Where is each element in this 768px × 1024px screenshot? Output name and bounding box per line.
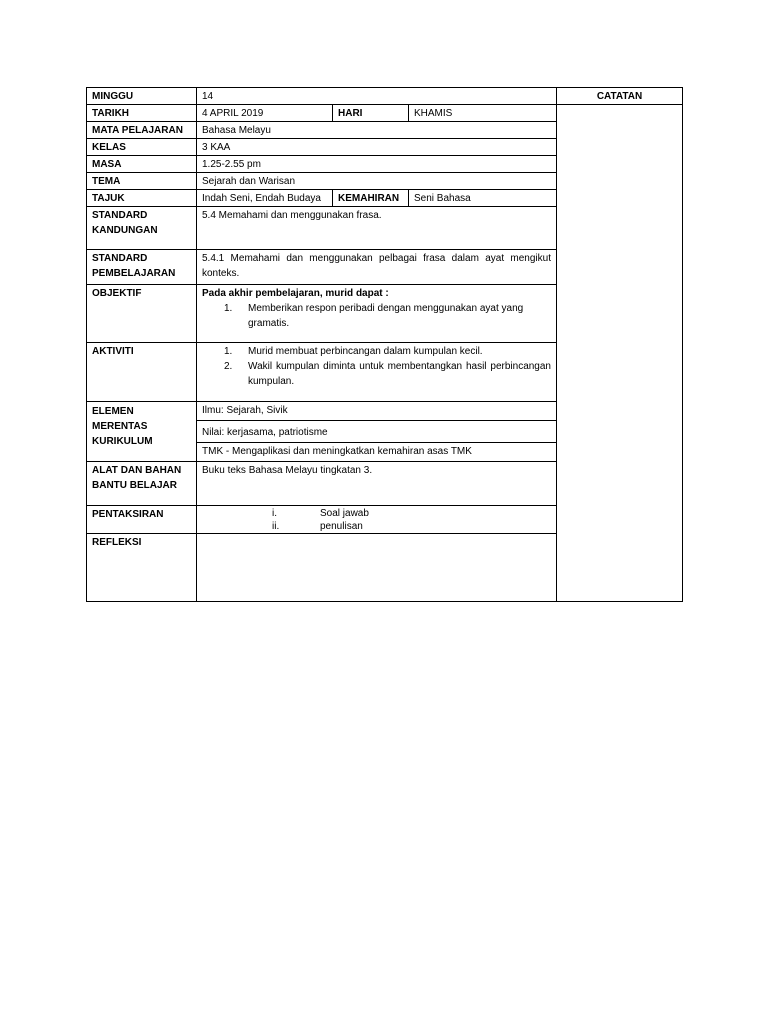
label-mata-pelajaran: MATA PELAJARAN (87, 122, 197, 139)
label-line: KANDUNGAN (92, 225, 158, 236)
label-tarikh: TARIKH (87, 105, 197, 122)
value-pentaksiran (197, 506, 557, 534)
label-refleksi: REFLEKSI (87, 534, 197, 602)
elemen-tmk: TMK - Mengaplikasi dan meningkatkan kemahiran asas TMK (202, 446, 472, 457)
label-line: STANDARD (92, 210, 148, 221)
value-elemen (197, 402, 557, 462)
catatan-notes-cell (557, 105, 683, 602)
value-kemahiran: Seni Bahasa (409, 190, 557, 207)
lesson-plan-sheet (86, 87, 682, 595)
label-aktiviti: AKTIVITI (87, 343, 197, 402)
value-alat: Buku teks Bahasa Melayu tingkatan 3. (197, 462, 557, 506)
list-number: i. (272, 508, 277, 519)
value-objektif (197, 285, 557, 343)
label-standard-kandungan (87, 207, 197, 250)
label-masa: MASA (87, 156, 197, 173)
label-catatan: CATATAN (557, 88, 683, 105)
label-line: PEMBELAJARAN (92, 268, 176, 279)
label-kelas: KELAS (87, 139, 197, 156)
list-item (202, 507, 551, 520)
label-line: ELEMEN (92, 406, 134, 417)
row-minggu (87, 88, 683, 105)
value-tarikh: 4 APRIL 2019 (197, 105, 333, 122)
value-hari: KHAMIS (409, 105, 557, 122)
label-minggu: MINGGU (87, 88, 197, 105)
label-line: STANDARD (92, 253, 148, 264)
label-tema: TEMA (87, 173, 197, 190)
value-mata-pelajaran: Bahasa Melayu (197, 122, 557, 139)
label-line: BANTU BELAJAR (92, 480, 177, 491)
list-text: Wakil kumpulan diminta untuk membentangkan hasil perbincangan kumpulan. (248, 361, 551, 387)
label-standard-pembelajaran (87, 250, 197, 285)
label-alat (87, 462, 197, 506)
list-text: Soal jawab (320, 508, 369, 519)
label-line: ALAT DAN BAHAN (92, 465, 182, 476)
list-number: 1. (224, 346, 233, 357)
label-tajuk: TAJUK (87, 190, 197, 207)
value-minggu: 14 (197, 88, 557, 105)
label-elemen (87, 402, 197, 462)
label-line: KURIKULUM (92, 436, 153, 447)
list-item (202, 301, 551, 331)
elemen-ilmu: Ilmu: Sejarah, Sivik (197, 402, 556, 421)
value-refleksi (197, 534, 557, 602)
list-item (202, 520, 551, 533)
lesson-plan-table (86, 87, 683, 602)
value-standard-pembelajaran: 5.4.1 Memahami dan menggunakan pelbagai frasa dalam ayat mengikut konteks. (197, 250, 557, 285)
value-tajuk: Indah Seni, Endah Budaya (197, 190, 333, 207)
value-kelas: 3 KAA (197, 139, 557, 156)
value-masa: 1.25-2.55 pm (197, 156, 557, 173)
label-hari: HARI (333, 105, 409, 122)
list-item (202, 344, 551, 359)
label-line: MERENTAS (92, 421, 148, 432)
value-tema: Sejarah dan Warisan (197, 173, 557, 190)
list-text: Murid membuat perbincangan dalam kumpulan kecil. (248, 346, 483, 357)
list-number: 1. (224, 303, 233, 314)
row-tarikh (87, 105, 683, 122)
list-text: penulisan (320, 521, 363, 532)
value-aktiviti (197, 343, 557, 402)
objektif-list (202, 301, 551, 331)
label-pentaksiran: PENTAKSIRAN (87, 506, 197, 534)
elemen-nilai: Nilai: kerjasama, patriotisme (197, 421, 556, 443)
list-number: ii. (272, 521, 280, 532)
label-kemahiran: KEMAHIRAN (333, 190, 409, 207)
label-objektif: OBJEKTIF (87, 285, 197, 343)
aktiviti-list (202, 344, 551, 389)
list-item (202, 359, 551, 389)
value-standard-kandungan: 5.4 Memahami dan menggunakan frasa. (197, 207, 557, 250)
list-number: 2. (224, 361, 233, 372)
list-text: Memberikan respon peribadi dengan menggunakan ayat yang gramatis. (248, 303, 524, 329)
objektif-intro: Pada akhir pembelajaran, murid dapat : (202, 288, 389, 299)
